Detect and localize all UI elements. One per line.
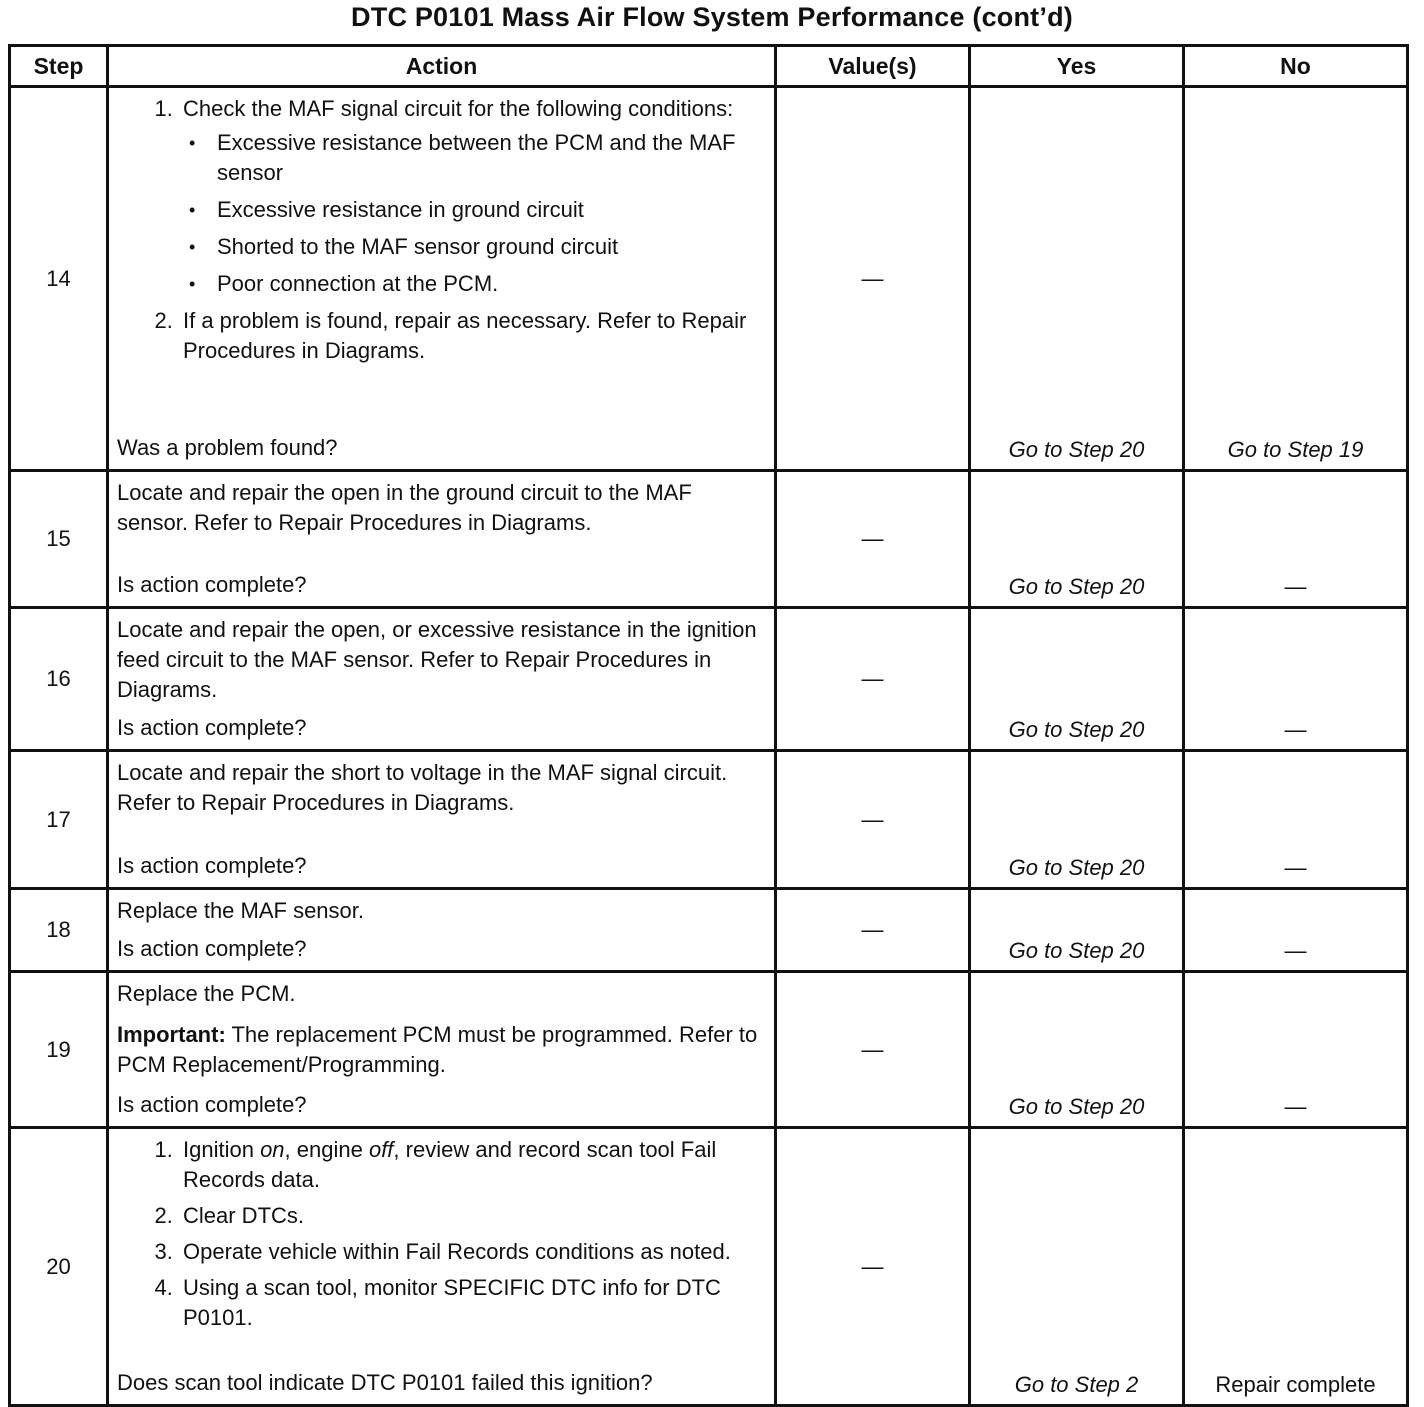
action-text: Locate and repair the open, or excessive resistance in the ignition feed circuit to the MAF sensor. Refer to Repair Procedures in Diagrams.: [117, 617, 757, 702]
yes-goto: Go to Step 20: [1008, 574, 1145, 599]
no-cell: [1184, 87, 1408, 471]
table-row: [10, 1128, 1408, 1406]
no-cell: —: [1184, 972, 1408, 1128]
yes-goto: Go to Step 20: [1008, 938, 1145, 963]
question-text: Does scan tool indicate DTC P0101 failed this ignition?: [117, 1370, 653, 1395]
list-item: [179, 94, 768, 299]
question-text: Is action complete?: [117, 715, 307, 740]
header-action: Action: [108, 46, 776, 87]
text-fragment: Ignition: [183, 1137, 261, 1162]
diagnostic-table: [8, 44, 1409, 1407]
value-cell: —: [776, 972, 970, 1128]
action-text: Replace the PCM.: [117, 981, 296, 1006]
value-cell: —: [776, 471, 970, 608]
step-number: 17: [10, 751, 108, 889]
important-text: The replacement PCM must be programmed. Refer to PCM Replacement/Programming.: [117, 1021, 758, 1077]
question-text: Was a problem found?: [117, 435, 338, 460]
header-yes: Yes: [970, 46, 1184, 87]
table-row: [10, 751, 1408, 889]
step-number: 16: [10, 608, 108, 751]
step-number: 15: [10, 471, 108, 608]
value-cell: —: [776, 608, 970, 751]
action-text: Locate and repair the open in the ground circuit to the MAF sensor. Refer to Repair Procedures in Diagrams.: [117, 480, 692, 535]
no-cell: —: [1184, 751, 1408, 889]
yes-goto: Go to Step 20: [1008, 855, 1145, 880]
list-item: 2. Clear DTCs.: [179, 1201, 768, 1231]
value-cell: —: [776, 87, 970, 471]
action-list: [117, 1135, 768, 1339]
action-cell: [108, 87, 776, 471]
no-cell: Repair complete: [1184, 1128, 1408, 1406]
table-row: [10, 87, 1408, 471]
step-number: 18: [10, 889, 108, 972]
header-values: Value(s): [776, 46, 970, 87]
question-text: Is action complete?: [117, 936, 307, 961]
step-number: 20: [10, 1128, 108, 1406]
yes-cell: [970, 87, 1184, 471]
list-item: 4. Using a scan tool, monitor SPECIFIC DTC info for DTC P0101.: [179, 1273, 768, 1333]
yes-cell: [970, 608, 1184, 751]
important-label: Important:: [117, 1021, 226, 1047]
header-no: No: [1184, 46, 1408, 87]
no-cell: —: [1184, 889, 1408, 972]
value-cell: —: [776, 1128, 970, 1406]
header-step: Step: [10, 46, 108, 87]
bullet-item: • Poor connection at the PCM.: [213, 269, 768, 299]
question-text: Is action complete?: [117, 572, 307, 597]
page-title: DTC P0101 Mass Air Flow System Performance (cont’d): [351, 2, 1073, 32]
yes-cell: [970, 751, 1184, 889]
bullet-item: • Excessive resistance in ground circuit: [213, 195, 768, 225]
question-text: Is action complete?: [117, 1092, 307, 1117]
action-cell: [108, 972, 776, 1128]
yes-goto: Go to Step 20: [1008, 717, 1145, 742]
no-cell: —: [1184, 608, 1408, 751]
value-cell: —: [776, 751, 970, 889]
bullet-item: • Excessive resistance between the PCM and the MAF sensor: [213, 128, 768, 188]
bullet-list: [183, 128, 768, 299]
action-cell: [108, 1128, 776, 1406]
list-item: 2. If a problem is found, repair as necessary. Refer to Repair Procedures in Diagrams.: [179, 306, 768, 366]
no-goto: Go to Step 19: [1227, 437, 1364, 462]
table-row: [10, 608, 1408, 751]
step-number: 14: [10, 87, 108, 471]
list-item-text: Check the MAF signal circuit for the following conditions:: [183, 96, 734, 121]
action-cell: [108, 471, 776, 608]
list-item: [179, 1135, 768, 1195]
table-row: [10, 889, 1408, 972]
question-text: Is action complete?: [117, 853, 307, 878]
yes-cell: [970, 471, 1184, 608]
yes-cell: [970, 972, 1184, 1128]
action-cell: [108, 889, 776, 972]
text-fragment: , engine: [284, 1137, 369, 1162]
yes-cell: [970, 889, 1184, 972]
important-note: [117, 1020, 768, 1080]
action-text: Locate and repair the short to voltage in the MAF signal circuit. Refer to Repair Procedures in Diagrams.: [117, 760, 728, 815]
list-item: 3. Operate vehicle within Fail Records conditions as noted.: [179, 1237, 768, 1267]
value-cell: —: [776, 889, 970, 972]
action-cell: [108, 751, 776, 889]
header-row: [10, 46, 1408, 87]
bullet-item: • Shorted to the MAF sensor ground circuit: [213, 232, 768, 262]
yes-goto: Go to Step 2: [1014, 1372, 1139, 1397]
step-number: 19: [10, 972, 108, 1128]
table-row: [10, 972, 1408, 1128]
yes-goto: Go to Step 20: [1008, 437, 1145, 462]
text-italic-on: on: [260, 1137, 285, 1162]
yes-cell: [970, 1128, 1184, 1406]
text-fragment: , review and record scan tool Fail Records data.: [183, 1137, 717, 1192]
action-list: [117, 94, 768, 372]
table-row: [10, 471, 1408, 608]
no-cell: —: [1184, 471, 1408, 608]
text-italic-off: off: [368, 1137, 394, 1162]
action-cell: [108, 608, 776, 751]
action-text: Replace the MAF sensor.: [117, 898, 365, 923]
yes-goto: Go to Step 20: [1008, 1094, 1145, 1119]
